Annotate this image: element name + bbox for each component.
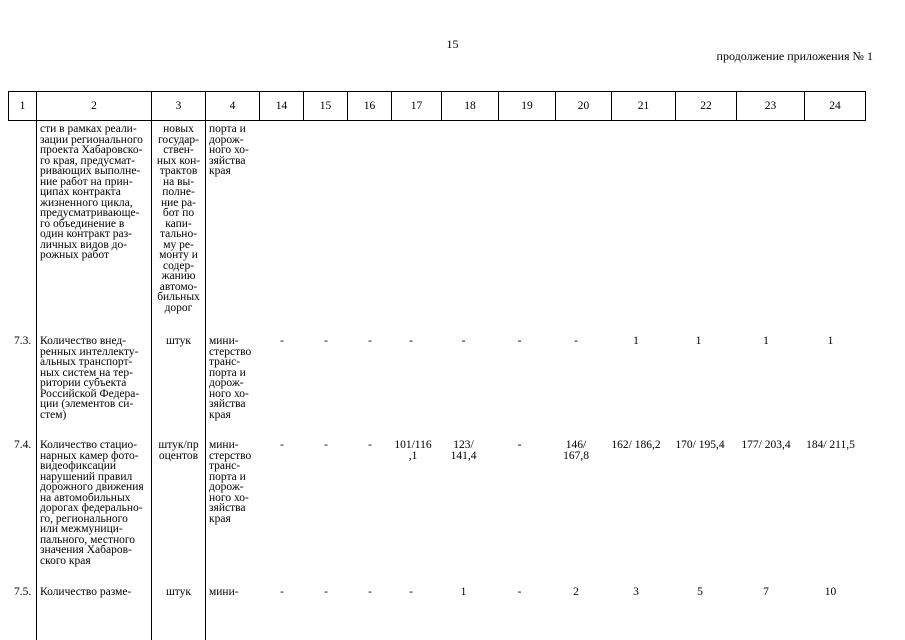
value-cell: -	[324, 335, 328, 347]
column-header: 2	[37, 92, 152, 121]
row-unit: новых государ- ствен- ных кон- трактов на вы- полне- ние ра- бот по капи- тально- му ре- монту и содер- жанию автомо- бильных дорог	[156, 123, 201, 314]
column-header-row	[9, 92, 866, 121]
value-cell: -	[409, 586, 413, 598]
row-text: Количество разме-	[40, 586, 132, 598]
column-header: 23	[737, 92, 805, 121]
column-header: 17	[392, 92, 442, 121]
row-number: 7.3.	[14, 335, 32, 347]
value-cell: 184/ 211,5	[806, 439, 855, 451]
value-cell: -	[574, 335, 578, 347]
value-cell: -	[517, 586, 522, 598]
column-header: 18	[442, 92, 499, 121]
row-unit: штук	[165, 586, 192, 598]
value-cell: 10	[824, 586, 837, 598]
value-cell: 3	[633, 586, 639, 598]
value-cell: 101/116 ,1	[394, 439, 432, 462]
column-header: 19	[499, 92, 556, 121]
value-cell: 177/ 203,4	[741, 439, 791, 451]
column-header: 3	[152, 92, 206, 121]
value-cell: -	[280, 439, 284, 451]
row-responsible: мини- стерство транс- порта и дорож- ного хо- зяйства края	[209, 335, 252, 421]
value-cell: -	[324, 586, 328, 598]
column-header: 20	[556, 92, 612, 121]
value-cell: -	[368, 335, 372, 347]
value-cell: -	[461, 335, 466, 347]
column-header: 15	[304, 92, 348, 121]
value-cell: 1	[763, 335, 769, 347]
value-cell: 7	[763, 586, 769, 598]
row-responsible: мини-	[209, 586, 239, 598]
value-cell: -	[368, 439, 372, 451]
value-cell: 162/ 186,2	[611, 439, 661, 451]
row-text: Количество внед- ренных интеллекту- альных транспорт- ных систем на тер- ритории субъекта Российской Федера- ции (элементов си- стем)	[40, 335, 140, 421]
value-cell: 5	[697, 586, 703, 598]
value-cell: -	[517, 335, 522, 347]
value-cell: 1	[827, 335, 834, 347]
column-header: 22	[676, 92, 737, 121]
column-header: 14	[260, 92, 304, 121]
value-cell: 1	[460, 586, 467, 598]
row-unit: штук/пр оцентов	[158, 439, 199, 462]
column-header: 21	[612, 92, 676, 121]
value-cell: 1	[695, 335, 702, 347]
row-unit: штук	[165, 335, 192, 347]
value-cell: 1	[633, 335, 639, 347]
row-number: 7.4.	[14, 439, 32, 451]
value-cell: -	[280, 586, 284, 598]
column-header: 4	[206, 92, 260, 121]
row-responsible: мини- стерство транс- порта и дорож- ного хо- зяйства края	[209, 439, 252, 525]
value-cell: -	[517, 439, 522, 451]
value-cell: 2	[573, 586, 579, 598]
continuation-label: продолжение приложения № 1	[716, 49, 873, 63]
row-number: 7.5.	[14, 586, 32, 598]
value-cell: -	[324, 439, 328, 451]
column-header-table	[8, 91, 866, 121]
column-header: 16	[348, 92, 392, 121]
column-header: 24	[805, 92, 866, 121]
row-text: сти в рамках реали- зации регионального проекта Хабаровско- го края, предусмат- ривающих выполне- ние работ на прин- ципах контракта жизненного цикла, предусматривающе- го объединение в один контракт раз- личных видов до- рожных работ	[40, 123, 143, 261]
value-cell: 170/ 195,4	[675, 439, 725, 451]
value-cell: -	[280, 335, 284, 347]
column-header: 1	[9, 92, 37, 121]
column-divider	[205, 120, 206, 640]
row-text: Количество стацио- нарных камер фото- видеофиксации нарушений правил дорожного движения на автомобильных дорогах федерально- го, регионального или межмуници- пального, местного значения Хабаров- ского края	[40, 439, 144, 567]
value-cell: -	[409, 335, 413, 347]
value-cell: 146/ 167,8	[563, 439, 589, 462]
row-responsible: порта и дорож- ного хо- зяйства края	[209, 123, 249, 177]
value-cell: 123/ 141,4	[450, 439, 477, 462]
column-divider	[36, 120, 37, 640]
value-cell: -	[368, 586, 372, 598]
page-number: 15	[446, 37, 459, 51]
